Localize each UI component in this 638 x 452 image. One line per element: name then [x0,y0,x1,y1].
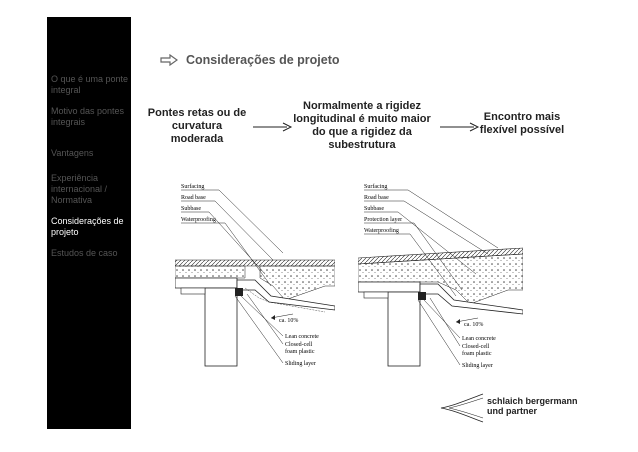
label-waterproofing-right: Waterproofing [364,228,399,234]
label-road-base: Road base [181,195,206,201]
sidebar-item-estudos[interactable]: Estudos de caso [51,248,118,258]
flow-step-2: Normalmente a rigidez longitudinal é muito maior do que a rigidez da subestrutura [293,100,431,151]
flow-step-3: Encontro mais flexível possível [479,111,565,136]
sidebar-item-vantagens[interactable]: Vantagens [51,148,94,158]
label-protection-layer: Protection layer [364,217,403,223]
arrow-right-icon [160,54,178,66]
label-lean-concrete-right: Lean concrete [462,336,496,342]
label-lean-concrete: Lean concrete [285,334,319,340]
page-heading [160,53,340,67]
sidebar-item-experiencia[interactable]: Experiência internacional / Normativa [51,173,108,205]
label-surfacing: Surfacing [181,184,205,190]
label-waterproofing: Waterproofing [181,217,216,223]
company-logo-text [487,396,578,416]
sidebar [47,17,131,429]
label-closed-cell-right: Closed-cell [462,344,490,350]
label-foam-plastic: foam plastic [285,349,315,355]
page-title: Considerações de projeto [186,53,340,67]
label-surfacing-right: Surfacing [364,184,388,190]
sidebar-item-o-que-e[interactable]: O que é uma ponte integral [51,74,129,95]
abutment-diagram-right [358,178,523,374]
sidebar-item-motivo[interactable]: Motivo das pontes integrais [51,106,125,127]
slope-label-right: ca. 10% [464,322,484,328]
logo-line-1: schlaich bergermann [487,396,578,406]
label-subbase: Subbase [181,206,201,212]
logo-line-2: und partner [487,406,538,416]
label-foam-plastic-right: foam plastic [462,351,492,357]
label-closed-cell: Closed-cell [285,342,313,348]
slope-label: ca. 10% [279,318,299,324]
label-sliding-layer-right: Sliding layer [462,363,493,369]
label-road-base-right: Road base [364,195,389,201]
flow-step-1: Pontes retas ou de curvatura moderada [147,107,247,145]
flow-arrow-1-icon [253,122,293,132]
label-sliding-layer: Sliding layer [285,361,316,367]
label-subbase-right: Subbase [364,206,384,212]
abutment-diagram-left [175,178,335,374]
sidebar-item-consideracoes[interactable]: Considerações de projeto [51,216,124,237]
